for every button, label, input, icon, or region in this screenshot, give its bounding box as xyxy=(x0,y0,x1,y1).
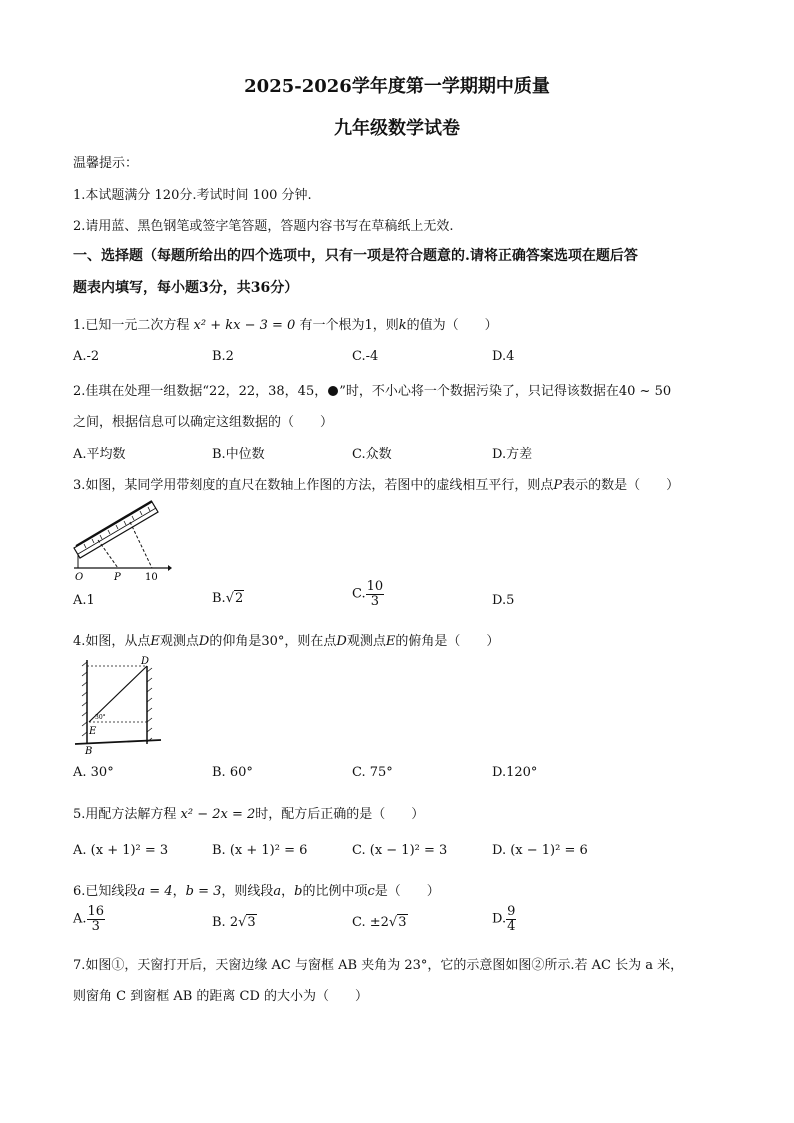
q2-line-2: 之间，根据信息可以确定这组数据的（ ） xyxy=(73,415,334,430)
q3-text-a: 3.如图，某同学用带刻度的直尺在数轴上作图的方法，若图中的虚线相互平行，则点 xyxy=(73,478,554,493)
q5-equation: x² − 2x = 2 xyxy=(180,807,256,822)
q2-text-a: 2.佳琪在处理一组数据“22，22，38，45， xyxy=(73,384,328,399)
q3-sqrt-value: 2 xyxy=(234,591,244,606)
q6-option-d[interactable]: D. $\frac{9}{4}$ xyxy=(492,904,516,934)
q2-text-b: ”时，不小心将一个数据污染了，只记得该数据在40 ~ 50 xyxy=(339,384,672,399)
question-5: 5.用配方法解方程 x² − 2x = 2时，配方后正确的是（ ） xyxy=(73,807,425,822)
q1-text-a: 1.已知一元二次方程 xyxy=(73,318,190,333)
question-1 xyxy=(73,314,498,333)
q1-k: k xyxy=(398,318,407,333)
q3-option-a[interactable]: A.1 xyxy=(73,593,95,608)
elevation-figure xyxy=(73,652,163,756)
q6-option-b[interactable]: B. 2√3 xyxy=(212,915,256,930)
q3-text-b: 表示的数是（ ） xyxy=(562,478,680,493)
fig4-label-b: B xyxy=(85,746,93,756)
q1-option-c[interactable]: C.-4 xyxy=(352,349,379,364)
q5-option-d[interactable]: D. (x − 1)² = 6 xyxy=(492,843,588,858)
fig4-angle: 30° xyxy=(95,714,106,721)
q1-text-b: 有一个根为1，则 xyxy=(299,318,399,333)
q5-option-b[interactable]: B. (x + 1)² = 6 xyxy=(212,843,308,858)
dashed-line-1 xyxy=(98,540,118,568)
q2-option-c[interactable]: C.众数 xyxy=(352,447,392,462)
q3-option-d[interactable]: D.5 xyxy=(492,593,515,608)
tips-line-1: 1.本试题满分 120分.考试时间 100 分钟. xyxy=(73,188,312,203)
q3-p: P xyxy=(553,478,563,493)
q4-option-d[interactable]: D.120° xyxy=(492,765,538,780)
question-2 xyxy=(73,380,671,399)
tips-heading: 温馨提示： xyxy=(73,156,139,171)
q1-option-a[interactable]: A.-2 xyxy=(73,349,100,364)
question-4: 4.如图，从点E观测点D的仰角是30°，则在点D观测点E的俯角是（ ） xyxy=(73,634,500,649)
question-3 xyxy=(73,474,679,493)
fig-label-o: O xyxy=(75,572,84,582)
q2-option-d[interactable]: D.方差 xyxy=(492,447,533,462)
q2-option-a[interactable]: A.平均数 xyxy=(73,447,126,462)
question-6: 6.已知线段a = 4，b = 3，则线段a，b的比例中项c是（ ） xyxy=(73,884,440,899)
dashed-line-2 xyxy=(130,522,152,568)
q1-option-b[interactable]: B.2 xyxy=(212,349,234,364)
q4-option-b[interactable]: B. 60° xyxy=(212,765,253,780)
q3-c-denominator: 3 xyxy=(370,593,380,609)
ruler-figure xyxy=(72,500,172,582)
q5-option-a[interactable]: A. (x + 1)² = 3 xyxy=(73,843,169,858)
ground-line xyxy=(75,740,161,744)
q3-c-numerator: 10 xyxy=(366,579,384,594)
fig4-label-d: D xyxy=(141,656,150,667)
q3-option-c[interactable]: C. $\frac{10}{3}$ xyxy=(352,579,384,609)
ruler-body xyxy=(74,502,158,558)
q1-text-c: 的值为（ ） xyxy=(406,318,498,333)
q6-option-c[interactable]: C. ±2√3 xyxy=(352,915,407,930)
q6-option-a[interactable]: A. $\frac{16}{3}$ xyxy=(73,904,105,934)
question-7-line-1: 7.如图①，天窗打开后，天窗边缘 AC 与窗框 AB 夹角为 23°，它的示意图如图②所示.若 AC 长为 a 米， xyxy=(73,958,684,973)
q1-equation: x² + kx − 3 = 0 xyxy=(193,318,296,333)
q5-option-c[interactable]: C. (x − 1)² = 3 xyxy=(352,843,448,858)
exam-subtitle: 九年级数学试卷 xyxy=(334,118,460,139)
q2-option-b[interactable]: B.中位数 xyxy=(212,447,265,462)
q4-option-c[interactable]: C. 75° xyxy=(352,765,393,780)
tips-line-2: 2.请用蓝、黑色钢笔或签字笔答题，答题内容书写在草稿纸上无效. xyxy=(73,219,454,234)
exam-title: 2025-2026学年度第一学期期中质量 xyxy=(244,76,550,97)
fig-label-p: P xyxy=(114,572,121,582)
ink-blot-icon xyxy=(328,386,338,396)
q1-option-d[interactable]: D.4 xyxy=(492,349,515,364)
q4-option-a[interactable]: A. 30° xyxy=(73,765,114,780)
fig4-label-e: E xyxy=(89,726,97,737)
fig-label-10: 10 xyxy=(145,572,158,582)
question-7-line-2: 则窗角 C 到窗框 AB 的距离 CD 的大小为（ ） xyxy=(73,989,369,1004)
section-heading-line-1: 一、选择题（每题所给出的四个选项中，只有一项是符合题意的.请将正确答案选项在题后答 xyxy=(73,248,638,264)
section-heading-line-2: 题表内填写，每小题3分，共36分） xyxy=(73,280,299,296)
q3-option-b[interactable]: B.√2 xyxy=(212,591,244,606)
